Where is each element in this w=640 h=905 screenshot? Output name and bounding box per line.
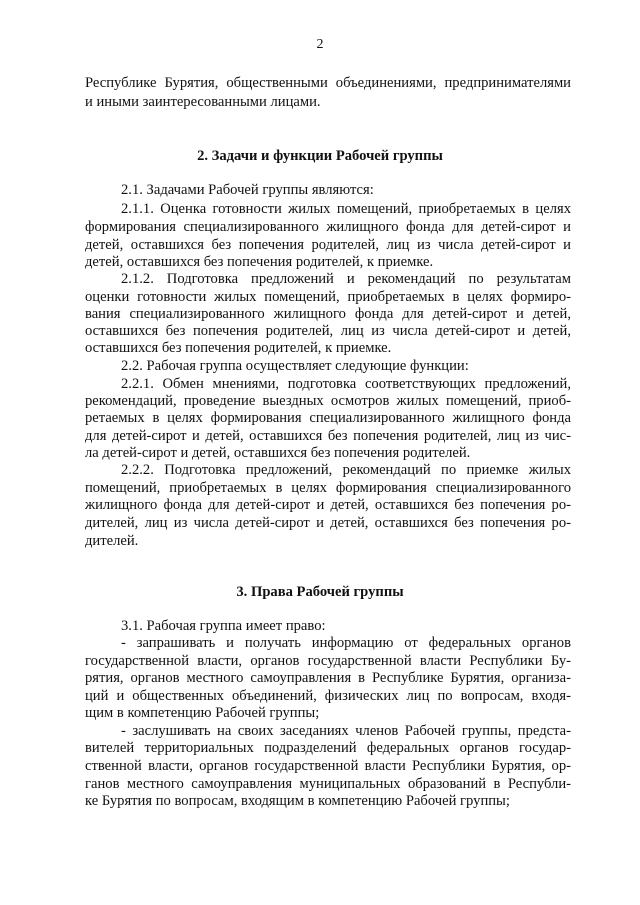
paragraph-line: ганов местного самоуправления муниципальных образований в Республи- xyxy=(85,776,571,792)
paragraph-line: вания специализированного жилищного фонда для детей-сирот и детей, xyxy=(85,306,571,322)
paragraph-line: жилищного фонда для детей-сирот и детей, оставшихся без попечения ро- xyxy=(85,497,571,513)
paragraph-line: рятия, органов местного самоуправления в Республике Бурятия, организа- xyxy=(85,670,571,686)
paragraph-line: детей, оставшихся без попечения родителей, к приемке. xyxy=(85,254,434,270)
paragraph-line: рекомендаций, проведение выездных осмотров жилых помещений, приоб- xyxy=(85,393,571,409)
paragraph-line: - заслушивать на своих заседаниях членов Рабочей группы, предста- xyxy=(121,723,571,739)
paragraph-line: 2.2. Рабочая группа осуществляет следующие функции: xyxy=(121,358,469,374)
paragraph-line: вителей территориальных подразделений федеральных органов государ- xyxy=(85,740,571,756)
paragraph-line: ственной власти, органов государственной власти Республики Бурятия, ор- xyxy=(85,758,571,774)
paragraph-line: ке Бурятия по вопросам, входящим в компетенцию Рабочей группы; xyxy=(85,793,510,809)
paragraph-line: помещений, приобретаемых в целях формирования специализированного xyxy=(85,480,571,496)
paragraph-line: ла детей-сирот и детей, оставшихся без попечения родителей. xyxy=(85,445,471,461)
intro-line: и иными заинтересованными лицами. xyxy=(85,94,321,110)
paragraph-line: дителей, лиц из числа детей-сирот и детей, оставшихся без попечения ро- xyxy=(85,515,571,531)
paragraph-line: оценки готовности жилых помещений, приобретаемых в целях формиро- xyxy=(85,289,571,305)
paragraph-line: формирования специализированного жилищного фонда для детей-сирот и xyxy=(85,219,571,235)
paragraph-line: - запрашивать и получать информацию от федеральных органов xyxy=(121,635,571,651)
paragraph-line: 2.1. Задачами Рабочей группы являются: xyxy=(121,182,374,198)
paragraph-line: 2.1.1. Оценка готовности жилых помещений, приобретаемых в целях xyxy=(121,201,571,217)
paragraph-line: детей, оставшихся без попечения родителей, лиц из числа детей-сирот и xyxy=(85,237,571,253)
paragraph-line: государственной власти, органов государственной власти Республики Бу- xyxy=(85,653,571,669)
paragraph-line: для детей-сирот и детей, оставшихся без попечения родителей, лиц из чис- xyxy=(85,428,571,444)
paragraph-line: 2.2.2. Подготовка предложений, рекомендаций по приемке жилых xyxy=(121,462,571,478)
paragraph-line: ций и общественных объединений, физических лиц по вопросам, входя- xyxy=(85,688,571,704)
paragraph-line: 2.1.2. Подготовка предложений и рекомендаций по результатам xyxy=(121,271,571,287)
paragraph-line: 2.2.1. Обмен мнениями, подготовка соответствующих предложений, xyxy=(121,376,571,392)
paragraph-line: оставшихся без попечения родителей, лиц из числа детей-сирот и детей, xyxy=(85,323,571,339)
page-number: 2 xyxy=(316,37,324,52)
paragraph-line: дителей. xyxy=(85,533,139,549)
section-3-heading: 3. Права Рабочей группы xyxy=(236,584,404,600)
section-2-heading: 2. Задачи и функции Рабочей группы xyxy=(197,148,443,164)
paragraph-line: оставшихся без попечения родителей, к приемке. xyxy=(85,340,392,356)
paragraph-line: 3.1. Рабочая группа имеет право: xyxy=(121,618,326,634)
intro-line: Республике Бурятия, общественными объединениями, предпринимателями xyxy=(85,75,571,91)
paragraph-line: щим в компетенцию Рабочей группы; xyxy=(85,705,320,721)
paragraph-line: ретаемых в целях формирования специализированного жилищного фонда xyxy=(85,410,571,426)
